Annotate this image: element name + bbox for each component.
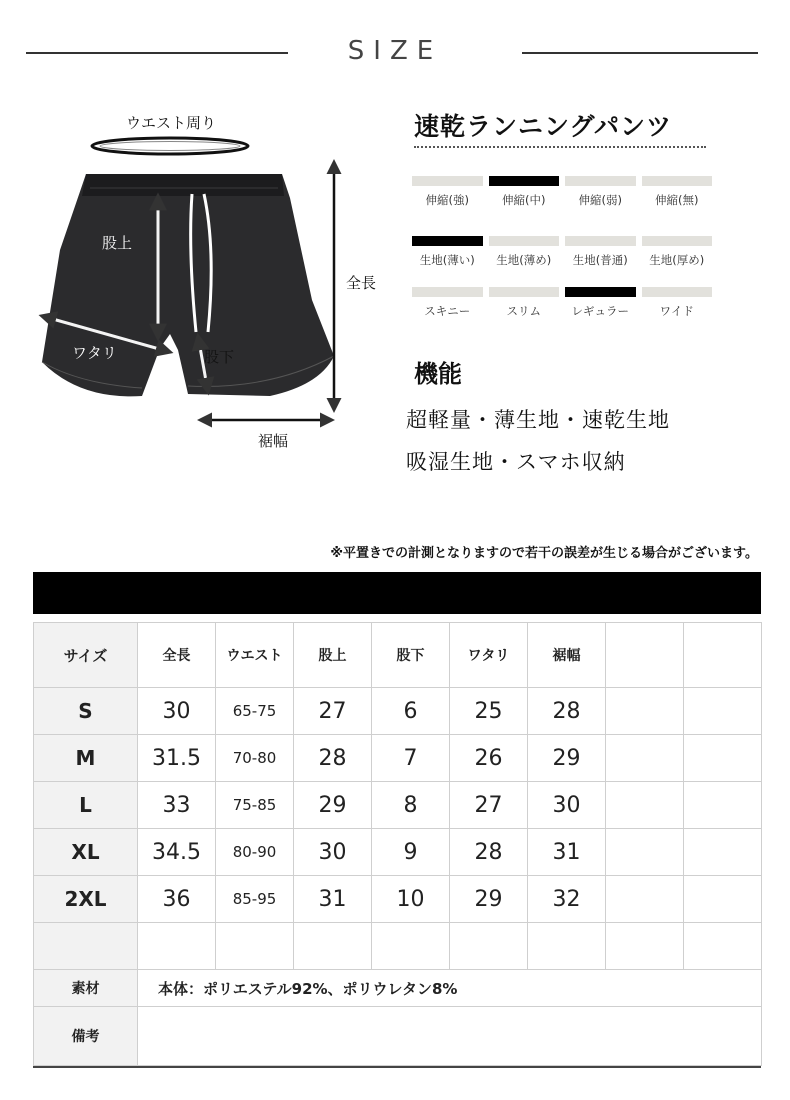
table-cell: 31	[528, 829, 606, 876]
fabric-bar-thinnish	[489, 236, 560, 246]
waist-label: ウエスト周り	[126, 114, 217, 132]
waist-ellipse	[92, 138, 248, 154]
size-cell: L	[34, 782, 138, 829]
table-header-row	[34, 623, 762, 688]
table-cell: 27	[450, 782, 528, 829]
table-cell: 30	[138, 688, 216, 735]
empty-cell	[34, 923, 138, 970]
header-cell	[606, 623, 684, 688]
size-cell: M	[34, 735, 138, 782]
header-cell: 股下	[372, 623, 450, 688]
header-cell: 全長	[138, 623, 216, 688]
empty-cell	[528, 923, 606, 970]
empty-cell	[450, 923, 528, 970]
table-cell: 31.5	[138, 735, 216, 782]
table-cell: 80-90	[216, 829, 294, 876]
table-row	[34, 688, 762, 735]
thigh-label: ワタリ	[72, 344, 117, 362]
fit-label: レギュラー	[571, 304, 629, 318]
table-cell: 9	[372, 829, 450, 876]
measurement-note: ※平置きでの計測となりますので若干の誤差が生じる場合がございます。	[330, 546, 758, 561]
table-cell	[606, 735, 684, 782]
header-cell	[684, 623, 762, 688]
header-line-right	[522, 52, 758, 54]
function-line: 吸湿生地・スマホ収納	[406, 450, 626, 474]
shorts-illustration	[20, 100, 400, 470]
fabric-label: 生地(薄い)	[419, 253, 475, 267]
table-row-empty	[34, 923, 762, 970]
table-cell: 65-75	[216, 688, 294, 735]
table-header-band	[33, 572, 761, 614]
table-cell	[606, 829, 684, 876]
table-cell: 25	[450, 688, 528, 735]
product-title: 速乾ランニングパンツ	[414, 112, 673, 141]
fabric-bar-thin	[412, 236, 483, 246]
table-cell: 31	[294, 876, 372, 923]
table-cell: 6	[372, 688, 450, 735]
empty-cell	[138, 923, 216, 970]
header-line-left	[26, 52, 288, 54]
title-dotted-divider	[414, 146, 706, 148]
table-cell: 70-80	[216, 735, 294, 782]
table-cell	[684, 829, 762, 876]
table-cell: 8	[372, 782, 450, 829]
function-title: 機能	[414, 360, 462, 388]
stretch-label: 伸縮(弱)	[578, 193, 622, 207]
fit-label: スリム	[506, 304, 541, 318]
table-cell: 33	[138, 782, 216, 829]
size-cell: XL	[34, 829, 138, 876]
fabric-label: 生地(厚め)	[649, 253, 705, 267]
table-row	[34, 735, 762, 782]
table-cell: 85-95	[216, 876, 294, 923]
empty-cell	[216, 923, 294, 970]
stretch-bar-medium	[489, 176, 560, 186]
fit-bar-regular	[565, 287, 636, 297]
material-row	[34, 970, 762, 1007]
inseam-label: 股下	[204, 348, 235, 366]
table-cell	[684, 735, 762, 782]
table-row	[34, 782, 762, 829]
header-cell: 裾幅	[528, 623, 606, 688]
rise-label: 股上	[102, 234, 133, 252]
fabric-label: 生地(薄め)	[496, 253, 552, 267]
fit-label: ワイド	[659, 304, 694, 318]
stretch-bar-none	[642, 176, 713, 186]
table-cell: 30	[294, 829, 372, 876]
table-cell: 36	[138, 876, 216, 923]
table-cell: 28	[528, 688, 606, 735]
table-cell	[684, 688, 762, 735]
empty-cell	[606, 923, 684, 970]
table-cell: 26	[450, 735, 528, 782]
empty-cell	[372, 923, 450, 970]
table-cell: 10	[372, 876, 450, 923]
table-row	[34, 829, 762, 876]
page-title: SIZE	[347, 36, 443, 66]
table-cell: 75-85	[216, 782, 294, 829]
empty-cell	[684, 923, 762, 970]
table-cell	[684, 876, 762, 923]
stretch-label: 伸縮(強)	[425, 193, 469, 207]
fit-scale	[412, 287, 712, 319]
fabric-bar-thick	[642, 236, 713, 246]
empty-cell	[294, 923, 372, 970]
table-cell	[606, 688, 684, 735]
table-cell: 29	[450, 876, 528, 923]
table-cell: 28	[294, 735, 372, 782]
table-cell: 29	[294, 782, 372, 829]
function-line: 超軽量・薄生地・速乾生地	[406, 408, 670, 432]
material-label: 素材	[34, 970, 138, 1007]
table-cell: 29	[528, 735, 606, 782]
fabric-label: 生地(普通)	[572, 253, 628, 267]
length-label: 全長	[346, 274, 377, 292]
size-cell: 2XL	[34, 876, 138, 923]
fabric-scale	[412, 236, 712, 268]
header-cell: サイズ	[34, 623, 138, 688]
size-cell: S	[34, 688, 138, 735]
table-cell: 32	[528, 876, 606, 923]
header-cell: ワタリ	[450, 623, 528, 688]
table-cell: 28	[450, 829, 528, 876]
fit-bar-skinny	[412, 287, 483, 297]
fabric-bar-normal	[565, 236, 636, 246]
fit-label: スキニー	[424, 304, 471, 318]
stretch-scale	[412, 176, 712, 208]
remarks-value	[138, 1007, 762, 1066]
stretch-bar-strong	[412, 176, 483, 186]
remarks-label: 備考	[34, 1007, 138, 1066]
table-cell: 27	[294, 688, 372, 735]
fit-bar-slim	[489, 287, 560, 297]
table-cell: 7	[372, 735, 450, 782]
size-table	[33, 622, 761, 1068]
table-cell: 30	[528, 782, 606, 829]
material-value: 本体：ポリエステル92%、ポリウレタン8%	[138, 970, 762, 1007]
fit-bar-wide	[642, 287, 713, 297]
hem-label: 裾幅	[258, 432, 289, 450]
stretch-bar-weak	[565, 176, 636, 186]
header-cell: 股上	[294, 623, 372, 688]
stretch-label: 伸縮(中)	[502, 193, 546, 207]
shorts-shape	[42, 174, 334, 396]
stretch-label: 伸縮(無)	[655, 193, 699, 207]
header-cell: ウエスト	[216, 623, 294, 688]
table-cell	[606, 782, 684, 829]
table-cell: 34.5	[138, 829, 216, 876]
table-row	[34, 876, 762, 923]
shorts-diagram	[20, 100, 400, 470]
table-cell	[606, 876, 684, 923]
remarks-row	[34, 1007, 762, 1066]
table-cell	[684, 782, 762, 829]
